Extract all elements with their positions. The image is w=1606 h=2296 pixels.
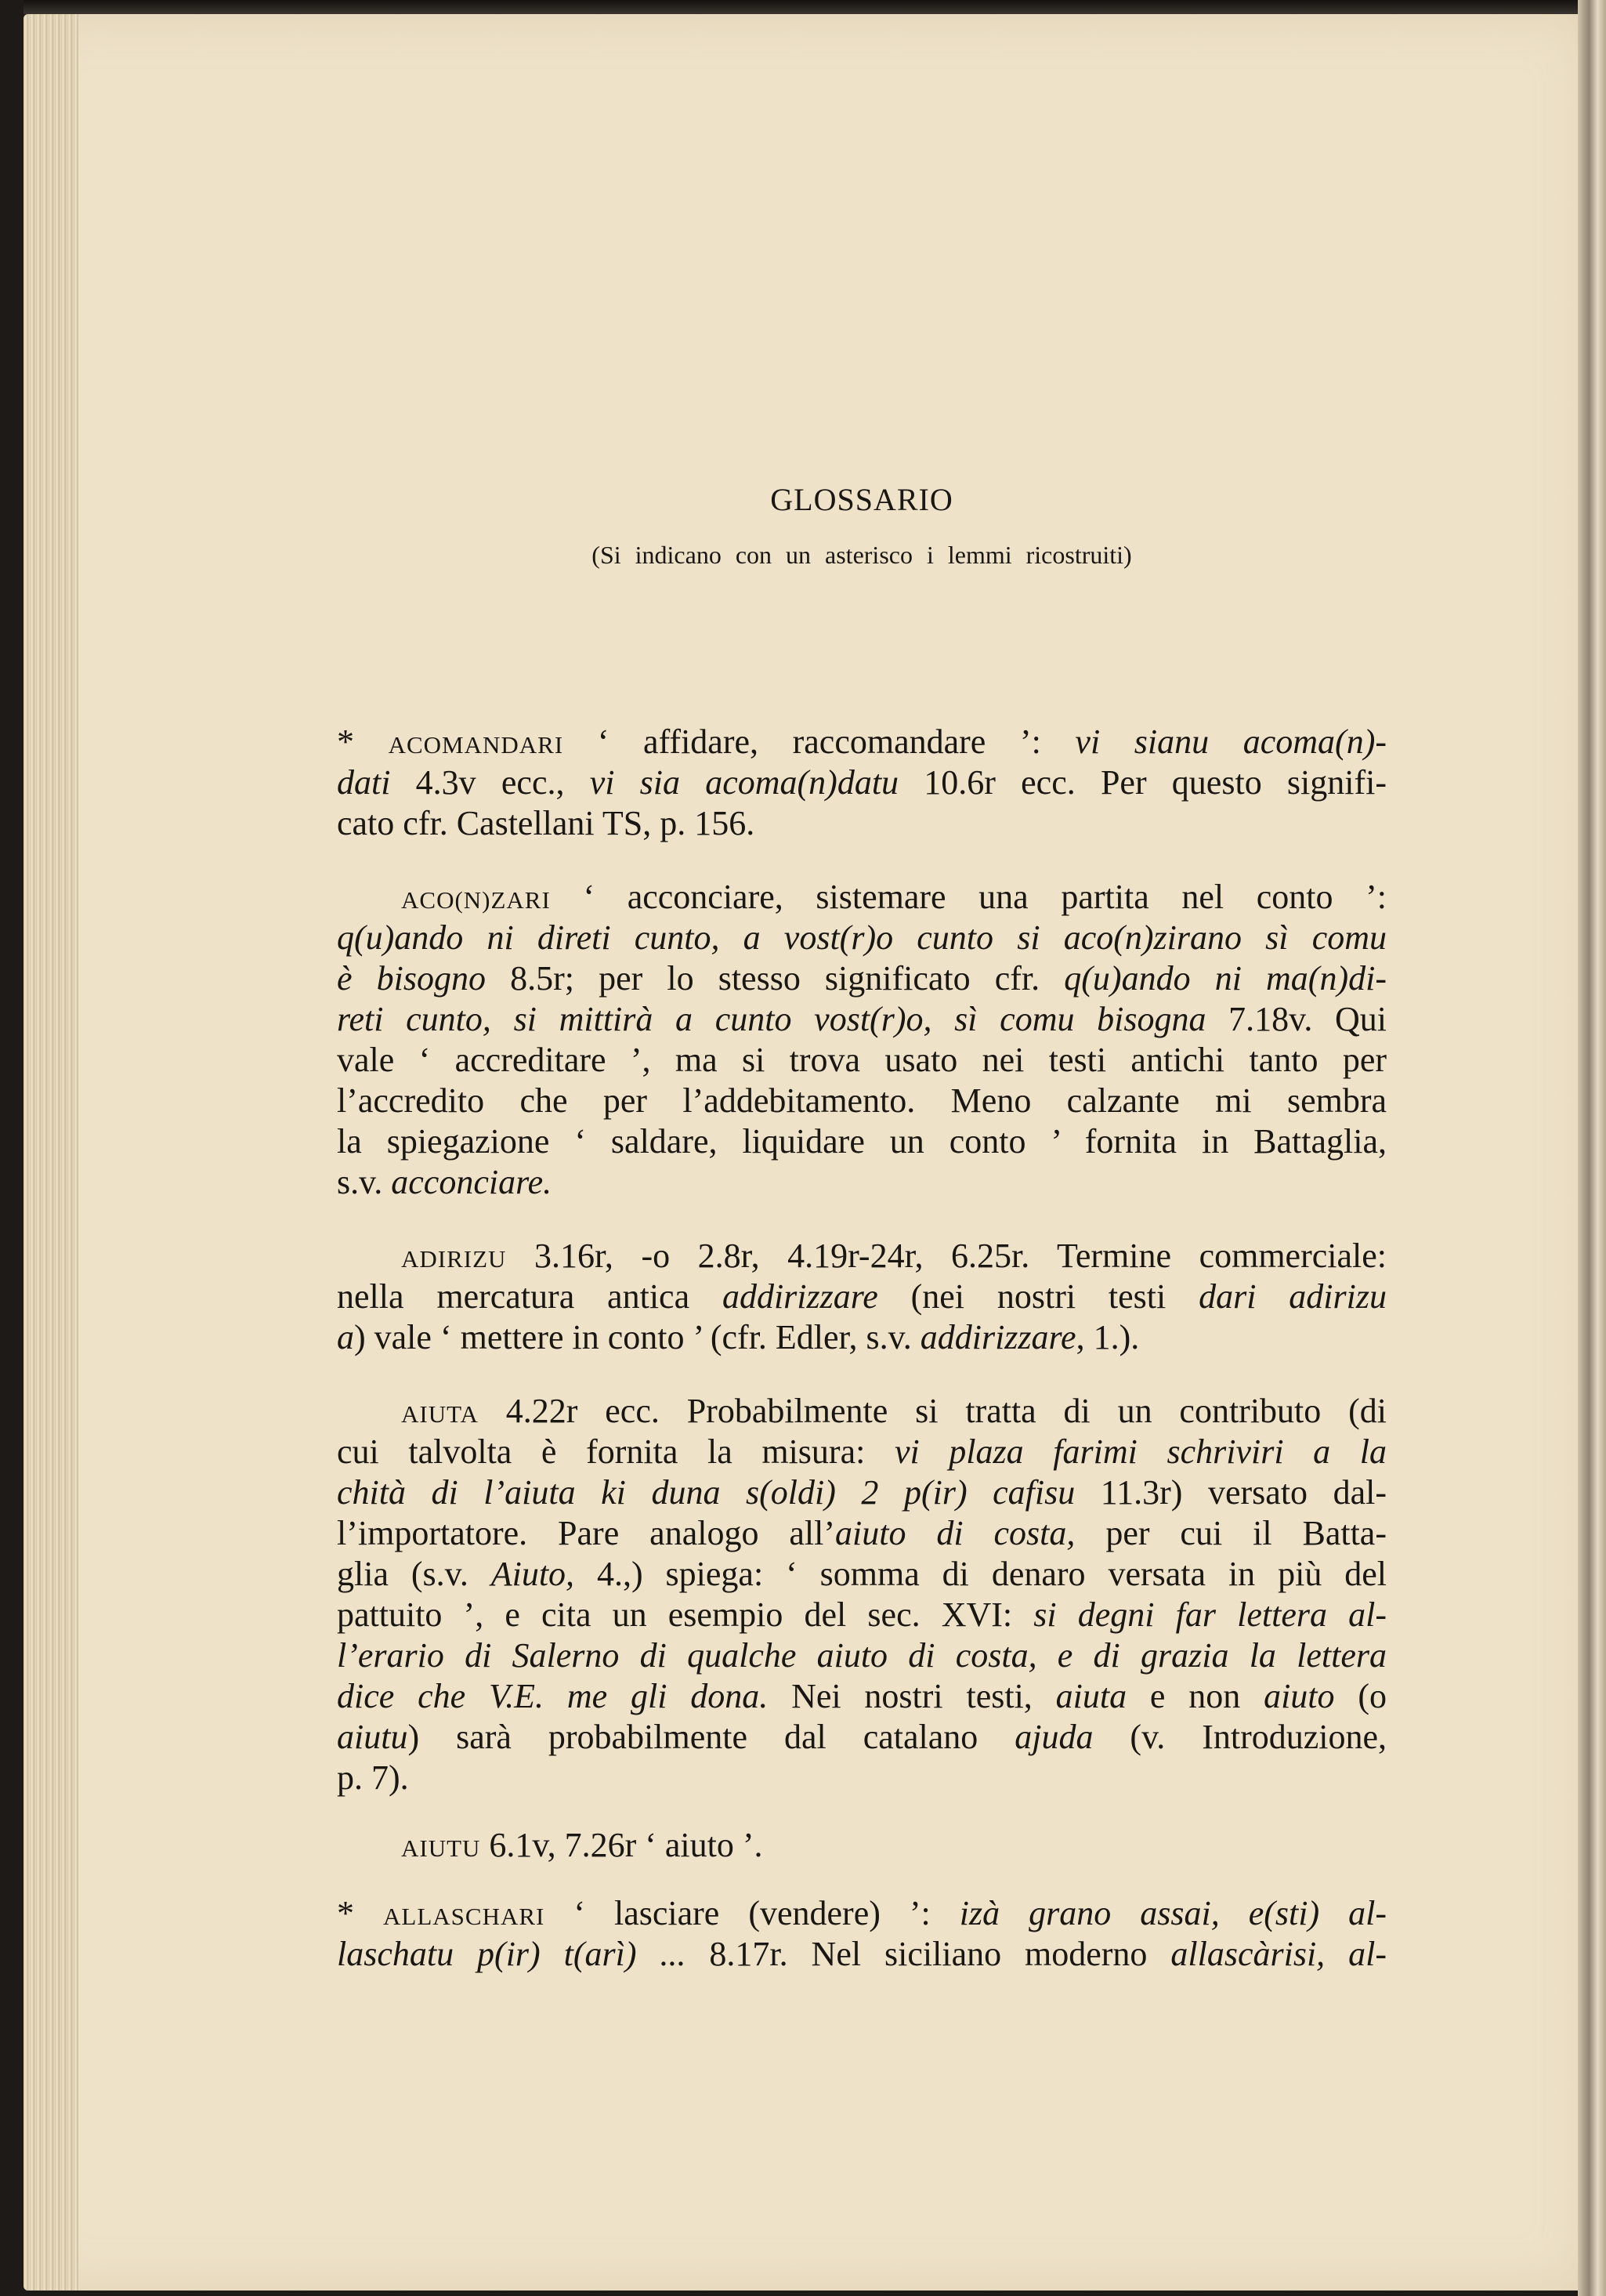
italic-quotation: dice che V.E. me gli dona. [337, 1677, 769, 1715]
glossary-line [337, 1320, 1387, 1355]
glossary-line [337, 1002, 1387, 1037]
text-run: 4.,) spiega: ‘ somma di denaro versata in più del [574, 1555, 1387, 1593]
text-run: e non [1127, 1677, 1264, 1715]
glossary-line [337, 1679, 1387, 1714]
glossary-line [337, 763, 1387, 802]
text-run: 8.17r. Nel siciliano moderno [685, 1935, 1171, 1973]
italic-quotation: allascàrisi, al- [1170, 1935, 1387, 1973]
glossary-line [337, 1758, 1387, 1797]
glossary-line [337, 1937, 1387, 1972]
italic-quotation: aiutu [337, 1718, 408, 1756]
text-run: ‘ acconciare, sistemare una partita nel conto ’: [550, 878, 1387, 916]
headword: ACO(N)ZARI [401, 886, 551, 914]
italic-quotation: aiuta [1055, 1677, 1127, 1715]
text-run: la spiegazione ‘ saldare, liquidare un conto ’ fornita in Battaglia, [337, 1122, 1387, 1161]
text-run: 11.3r) versato dal- [1075, 1473, 1387, 1512]
text-run: cui talvolta è fornita la misura: [337, 1432, 895, 1471]
text-run: * [337, 722, 389, 761]
text-run: , 1.). [1076, 1318, 1140, 1356]
italic-quotation: izà grano assai, e(sti) al- [959, 1894, 1387, 1932]
text-run: p. 7). [337, 1758, 409, 1797]
text-run: pattuito ’, e cita un esempio del sec. XVI: [337, 1595, 1034, 1634]
glossary-line [337, 918, 1387, 957]
headword: ACOMANDARI [388, 731, 564, 759]
italic-quotation: ajuda [1015, 1718, 1094, 1756]
italic-quotation: vi sianu acoma(n)- [1075, 722, 1387, 761]
italic-quotation: vi plaza farimi schriviri a la [894, 1432, 1387, 1471]
headword: ALLASCHARI [383, 1903, 545, 1930]
glossary-line [337, 1277, 1387, 1316]
text-run: vale ‘ accreditare ’, ma si trova usato nei testi antichi tanto per [337, 1041, 1387, 1079]
glossary-line [401, 1828, 1387, 1863]
glossary-line [401, 880, 1387, 914]
glossary-line [337, 1432, 1387, 1471]
italic-quotation: aiuto [1264, 1677, 1335, 1715]
text-run: per cui il Batta- [1075, 1514, 1387, 1552]
text-run: Nei nostri testi, [768, 1677, 1056, 1715]
text-run: (o [1334, 1677, 1387, 1715]
headword: ADIRIZU [401, 1245, 507, 1273]
italic-quotation: chità di l’aiuta ki duna s(oldi) 2 p(ir) cafisu [337, 1473, 1076, 1512]
page-subtitle: (Si indicano con un asterisco i lemmi ricostruiti) [591, 541, 1132, 569]
text-run: ‘ affidare, raccomandare ’: [563, 722, 1076, 761]
glossary-line [337, 1124, 1387, 1159]
glossary-line [337, 1896, 1387, 1931]
italic-quotation: dati [337, 763, 391, 802]
glossary-line [337, 1081, 1387, 1120]
glossary-line [337, 1043, 1387, 1077]
italic-quotation: Aiuto, [490, 1555, 575, 1593]
glossary-line [337, 806, 1387, 841]
headword: AIUTA [401, 1400, 479, 1428]
italic-quotation: laschatu p(ir) t(arì) ... [337, 1935, 686, 1973]
italic-quotation: q(u)ando ni direti cunto, a vost(r)o cunto si aco(n)zirano sì comu [337, 918, 1387, 957]
glossary-line [337, 722, 1387, 761]
glossary-line [337, 1636, 1387, 1675]
italic-quotation: q(u)ando ni ma(n)di- [1064, 959, 1387, 998]
text-run: 4.22r ecc. Probabilmente si tratta di un contributo (di [478, 1392, 1387, 1430]
text-run: 6.1v, 7.26r ‘ aiuto ’. [480, 1826, 763, 1864]
text-run: glia (s.v. [337, 1555, 491, 1593]
text-run: 4.3v ecc., [390, 763, 590, 802]
text-run: nella mercatura antica [337, 1277, 722, 1316]
italic-quotation: vi sia acoma(n)datu [589, 763, 899, 802]
italic-quotation: è bisogno [337, 959, 486, 998]
headword: AIUTU [401, 1834, 481, 1862]
text-run: * [337, 1894, 383, 1932]
glossary-line [337, 1473, 1387, 1512]
text-run: cato cfr. Castellani TS, p. 156. [337, 804, 755, 842]
text-run: l’accredito che per l’addebitamento. Meno calzante mi sembra [337, 1081, 1387, 1120]
glossary-line [401, 1394, 1387, 1429]
page-title: GLOSSARIO [770, 482, 953, 517]
text-run: 8.5r; per lo stesso significato cfr. [485, 959, 1065, 998]
italic-quotation: a [337, 1318, 354, 1356]
italic-quotation: addirizzare [920, 1318, 1076, 1356]
italic-quotation: si degni far lettera al- [1033, 1595, 1387, 1634]
text-run: ‘ lasciare (vendere) ’: [544, 1894, 960, 1932]
glossary-line [337, 1595, 1387, 1634]
text-run: ) sarà probabilmente dal catalano [407, 1718, 1015, 1756]
text-run: 10.6r ecc. Per questo signifi- [899, 763, 1387, 802]
italic-quotation: l’erario di Salerno di qualche aiuto di costa, e di grazia la lettera [337, 1636, 1387, 1675]
text-run: s.v. [337, 1163, 392, 1201]
text-run: (v. Introduzione, [1093, 1718, 1387, 1756]
italic-quotation: addirizzare [722, 1277, 878, 1316]
italic-quotation: acconciare. [391, 1163, 552, 1201]
glossary-line [337, 961, 1387, 996]
glossary-line [337, 1165, 1387, 1200]
italic-quotation: aiuto di costa, [835, 1514, 1076, 1552]
text-run: ) vale ‘ mettere in conto ’ (cfr. Edler, s.v. [354, 1318, 921, 1356]
italic-quotation: reti cunto, si mittirà a cunto vost(r)o, sì comu bisogna [337, 1000, 1206, 1038]
text-run: (nei nostri testi [877, 1277, 1199, 1316]
text-run: 7.18v. Qui [1206, 1000, 1387, 1038]
glossary-line [337, 1720, 1387, 1755]
text-run: l’importatore. Pare analogo all’ [337, 1514, 835, 1552]
glossary-line [401, 1239, 1387, 1273]
text-run: 3.16r, -o 2.8r, 4.19r-24r, 6.25r. Termine commerciale: [506, 1237, 1387, 1275]
italic-quotation: dari adirizu [1199, 1277, 1387, 1316]
glossary-line [337, 1516, 1387, 1551]
glossary-line [337, 1557, 1387, 1592]
